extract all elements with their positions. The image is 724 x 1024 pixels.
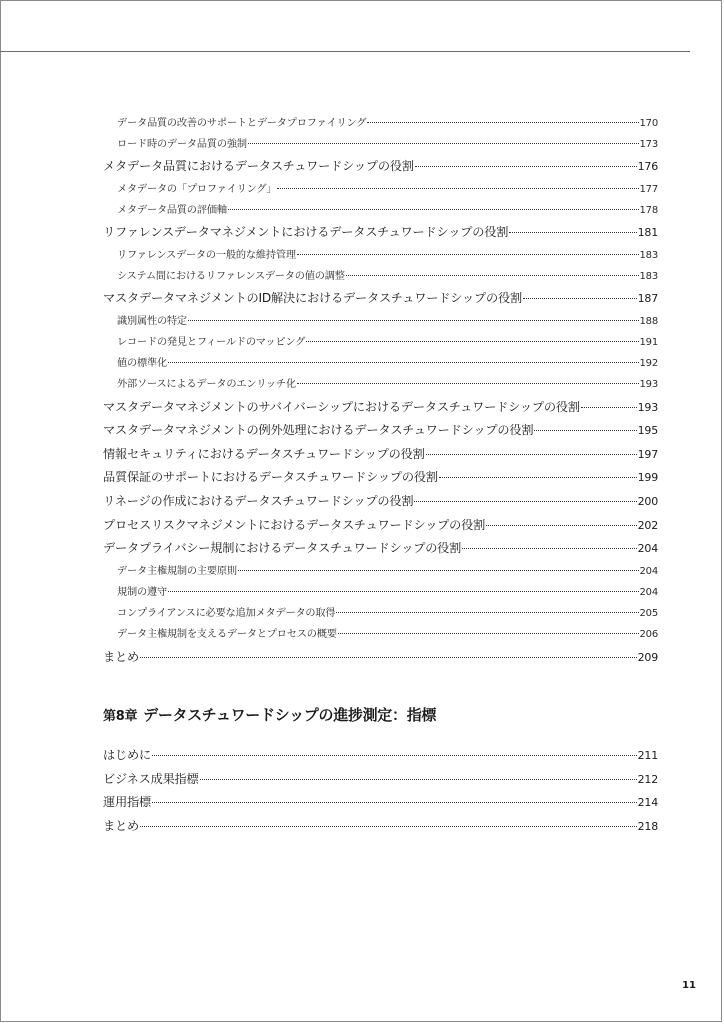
dot-leader bbox=[439, 477, 637, 478]
dot-leader bbox=[338, 633, 639, 634]
page-number: 11 bbox=[682, 980, 696, 991]
toc-subsection-entry bbox=[103, 603, 658, 624]
dot-leader bbox=[200, 779, 637, 780]
toc-section-entry bbox=[103, 768, 658, 792]
toc-entry-page: 218 bbox=[637, 819, 658, 833]
dot-leader bbox=[140, 826, 637, 827]
toc-continued-list bbox=[103, 113, 658, 669]
toc-entry-title: まとめ bbox=[103, 818, 139, 833]
toc-section-entry bbox=[103, 287, 658, 311]
dot-leader bbox=[248, 143, 639, 144]
toc-entry-page: 191 bbox=[639, 337, 658, 349]
toc-subsection-entry bbox=[103, 624, 658, 645]
toc-entry-title: 情報セキュリティにおけるデータスチュワードシップの役割 bbox=[103, 446, 425, 461]
toc-entry-title: ビジネス成果指標 bbox=[103, 771, 199, 786]
toc-entry-page: 188 bbox=[639, 315, 658, 327]
dot-leader bbox=[414, 501, 636, 502]
dot-leader bbox=[152, 802, 637, 803]
toc-section-entry bbox=[103, 791, 658, 815]
toc-entry-title: 値の標準化 bbox=[117, 358, 167, 370]
toc-entry-title: マスタデータマネジメントのID解決におけるデータスチュワードシップの役割 bbox=[103, 291, 522, 306]
toc-entry-title: 規制の遵守 bbox=[117, 587, 167, 598]
toc-entry-page: 170 bbox=[639, 118, 658, 129]
toc-entry-title: データプライバシー規制におけるデータスチュワードシップの役割 bbox=[103, 541, 462, 556]
header-rule bbox=[0, 51, 690, 52]
toc-entry-page: 211 bbox=[637, 749, 658, 762]
toc-entry-page: 193 bbox=[637, 400, 658, 414]
toc-entry-page: 178 bbox=[639, 205, 658, 217]
toc-subsection-entry bbox=[103, 582, 658, 603]
toc-entry-title: メタデータ品質の評価軸 bbox=[117, 205, 227, 217]
toc-entry-page: 197 bbox=[637, 447, 658, 461]
toc-entry-title: マスタデータマネジメントのサバイバーシップにおけるデータスチュワードシップの役割 bbox=[103, 399, 580, 414]
toc-entry-title: ロード時のデータ品質の強制 bbox=[117, 139, 247, 151]
dot-leader bbox=[168, 591, 639, 592]
toc-section-entry bbox=[103, 815, 658, 839]
toc-entry-page: 205 bbox=[639, 608, 658, 620]
toc-entry-title: マスタデータマネジメントの例外処理におけるデータスチュワードシップの役割 bbox=[103, 423, 534, 438]
dot-leader bbox=[523, 298, 637, 299]
dot-leader bbox=[415, 166, 637, 167]
dot-leader bbox=[534, 430, 636, 431]
toc-entry-title: 運用指標 bbox=[103, 795, 151, 810]
toc-entry-page: 173 bbox=[639, 139, 658, 151]
dot-leader bbox=[336, 612, 638, 613]
dot-leader bbox=[346, 275, 639, 276]
toc-entry-title: 外部ソースによるデータのエンリッチ化 bbox=[117, 379, 296, 391]
dot-leader bbox=[168, 362, 639, 363]
toc-entry-title: プロセスリスクマネジメントにおけるデータスチュワードシップの役割 bbox=[103, 517, 486, 532]
toc-section-entry bbox=[103, 221, 658, 245]
toc-entry-page: 199 bbox=[637, 471, 658, 485]
dot-leader bbox=[306, 341, 638, 342]
toc-entry-page: 212 bbox=[637, 772, 658, 786]
toc-entry-page: 206 bbox=[639, 629, 658, 641]
dot-leader bbox=[462, 548, 636, 549]
toc-entry-title: レコードの発見とフィールドのマッピング bbox=[117, 337, 306, 349]
toc-subsection-entry bbox=[103, 311, 658, 332]
toc-section-entry bbox=[103, 443, 658, 467]
toc-entry-page: 200 bbox=[637, 495, 658, 509]
toc-section-entry bbox=[103, 537, 658, 561]
toc-entry-page: 176 bbox=[637, 160, 658, 174]
dot-leader bbox=[297, 254, 639, 255]
toc-entry-page: 214 bbox=[637, 796, 658, 810]
toc-entry-page: 204 bbox=[639, 565, 658, 577]
toc-entry-title: 品質保証のサポートにおけるデータスチュワードシップの役割 bbox=[103, 470, 438, 485]
toc-entry-page: 187 bbox=[637, 292, 658, 306]
dot-leader bbox=[152, 755, 637, 756]
toc-entry-page: 202 bbox=[637, 518, 658, 532]
toc-entry-title: リファレンスデータマネジメントにおけるデータスチュワードシップの役割 bbox=[103, 225, 509, 240]
dot-leader bbox=[297, 383, 639, 384]
toc-entry-page: 204 bbox=[637, 542, 658, 556]
toc-subsection-entry bbox=[103, 113, 658, 134]
toc-entry-page: 193 bbox=[639, 379, 658, 391]
toc-section-entry bbox=[103, 490, 658, 514]
dot-leader bbox=[140, 657, 637, 658]
toc-entry-title: リネージの作成におけるデータスチュワードシップの役割 bbox=[103, 494, 414, 509]
toc-entry-title: はじめに bbox=[103, 748, 151, 762]
toc-entry-title: システム間におけるリファレンスデータの値の調整 bbox=[117, 271, 345, 283]
chapter-entries-list bbox=[103, 744, 658, 838]
chapter-title: データスチュワードシップの進捗測定：指標 bbox=[143, 706, 437, 724]
toc-section-entry bbox=[103, 646, 658, 670]
toc-section-entry bbox=[103, 466, 658, 490]
dot-leader bbox=[238, 570, 639, 571]
chapter-number: 第8章 bbox=[103, 709, 138, 724]
toc-entry-title: まとめ bbox=[103, 649, 139, 664]
dot-leader bbox=[426, 454, 637, 455]
toc-entry-page: 177 bbox=[639, 183, 658, 195]
toc-entry-title: データ主権規制を支えるデータとプロセスの概要 bbox=[117, 629, 337, 641]
toc-entry-page: 181 bbox=[637, 226, 658, 240]
toc-section-entry bbox=[103, 514, 658, 538]
dot-leader bbox=[509, 232, 636, 233]
toc-entry-title: データ品質の改善のサポートとデータプロファイリング bbox=[117, 118, 367, 129]
toc-entry-title: データ主権規制の主要原則 bbox=[117, 565, 237, 577]
toc-subsection-entry bbox=[103, 374, 658, 395]
dot-leader bbox=[188, 320, 639, 321]
dot-leader bbox=[486, 525, 636, 526]
dot-leader bbox=[367, 122, 638, 123]
toc-subsection-entry bbox=[103, 134, 658, 155]
chapter-heading bbox=[103, 704, 436, 725]
toc-subsection-entry bbox=[103, 561, 658, 582]
toc-entry-page: 204 bbox=[639, 587, 658, 598]
toc-subsection-entry bbox=[103, 179, 658, 200]
toc-entry-page: 209 bbox=[637, 650, 658, 664]
dot-leader bbox=[228, 209, 639, 210]
toc-entry-title: リファレンスデータの一般的な維持管理 bbox=[117, 249, 296, 261]
toc-entry-page: 192 bbox=[639, 358, 658, 370]
toc-subsection-entry bbox=[103, 200, 658, 221]
toc-entry-title: メタデータの「プロファイリング」 bbox=[117, 183, 277, 195]
toc-entry-title: コンプライアンスに必要な追加メタデータの取得 bbox=[117, 608, 336, 620]
toc-subsection-entry bbox=[103, 353, 658, 374]
toc-entry-page: 195 bbox=[637, 424, 658, 438]
toc-entry-title: メタデータ品質におけるデータスチュワードシップの役割 bbox=[103, 159, 414, 174]
toc-section-entry bbox=[103, 744, 658, 768]
toc-section-entry bbox=[103, 419, 658, 443]
dot-leader bbox=[277, 188, 638, 189]
toc-entry-page: 183 bbox=[639, 271, 658, 283]
toc-section-entry bbox=[103, 155, 658, 179]
toc-entry-title: 識別属性の特定 bbox=[117, 315, 187, 327]
toc-section-entry bbox=[103, 396, 658, 420]
toc-subsection-entry bbox=[103, 245, 658, 266]
toc-subsection-entry bbox=[103, 332, 658, 353]
toc-subsection-entry bbox=[103, 266, 658, 287]
toc-entry-page: 183 bbox=[639, 249, 658, 261]
dot-leader bbox=[581, 407, 637, 408]
